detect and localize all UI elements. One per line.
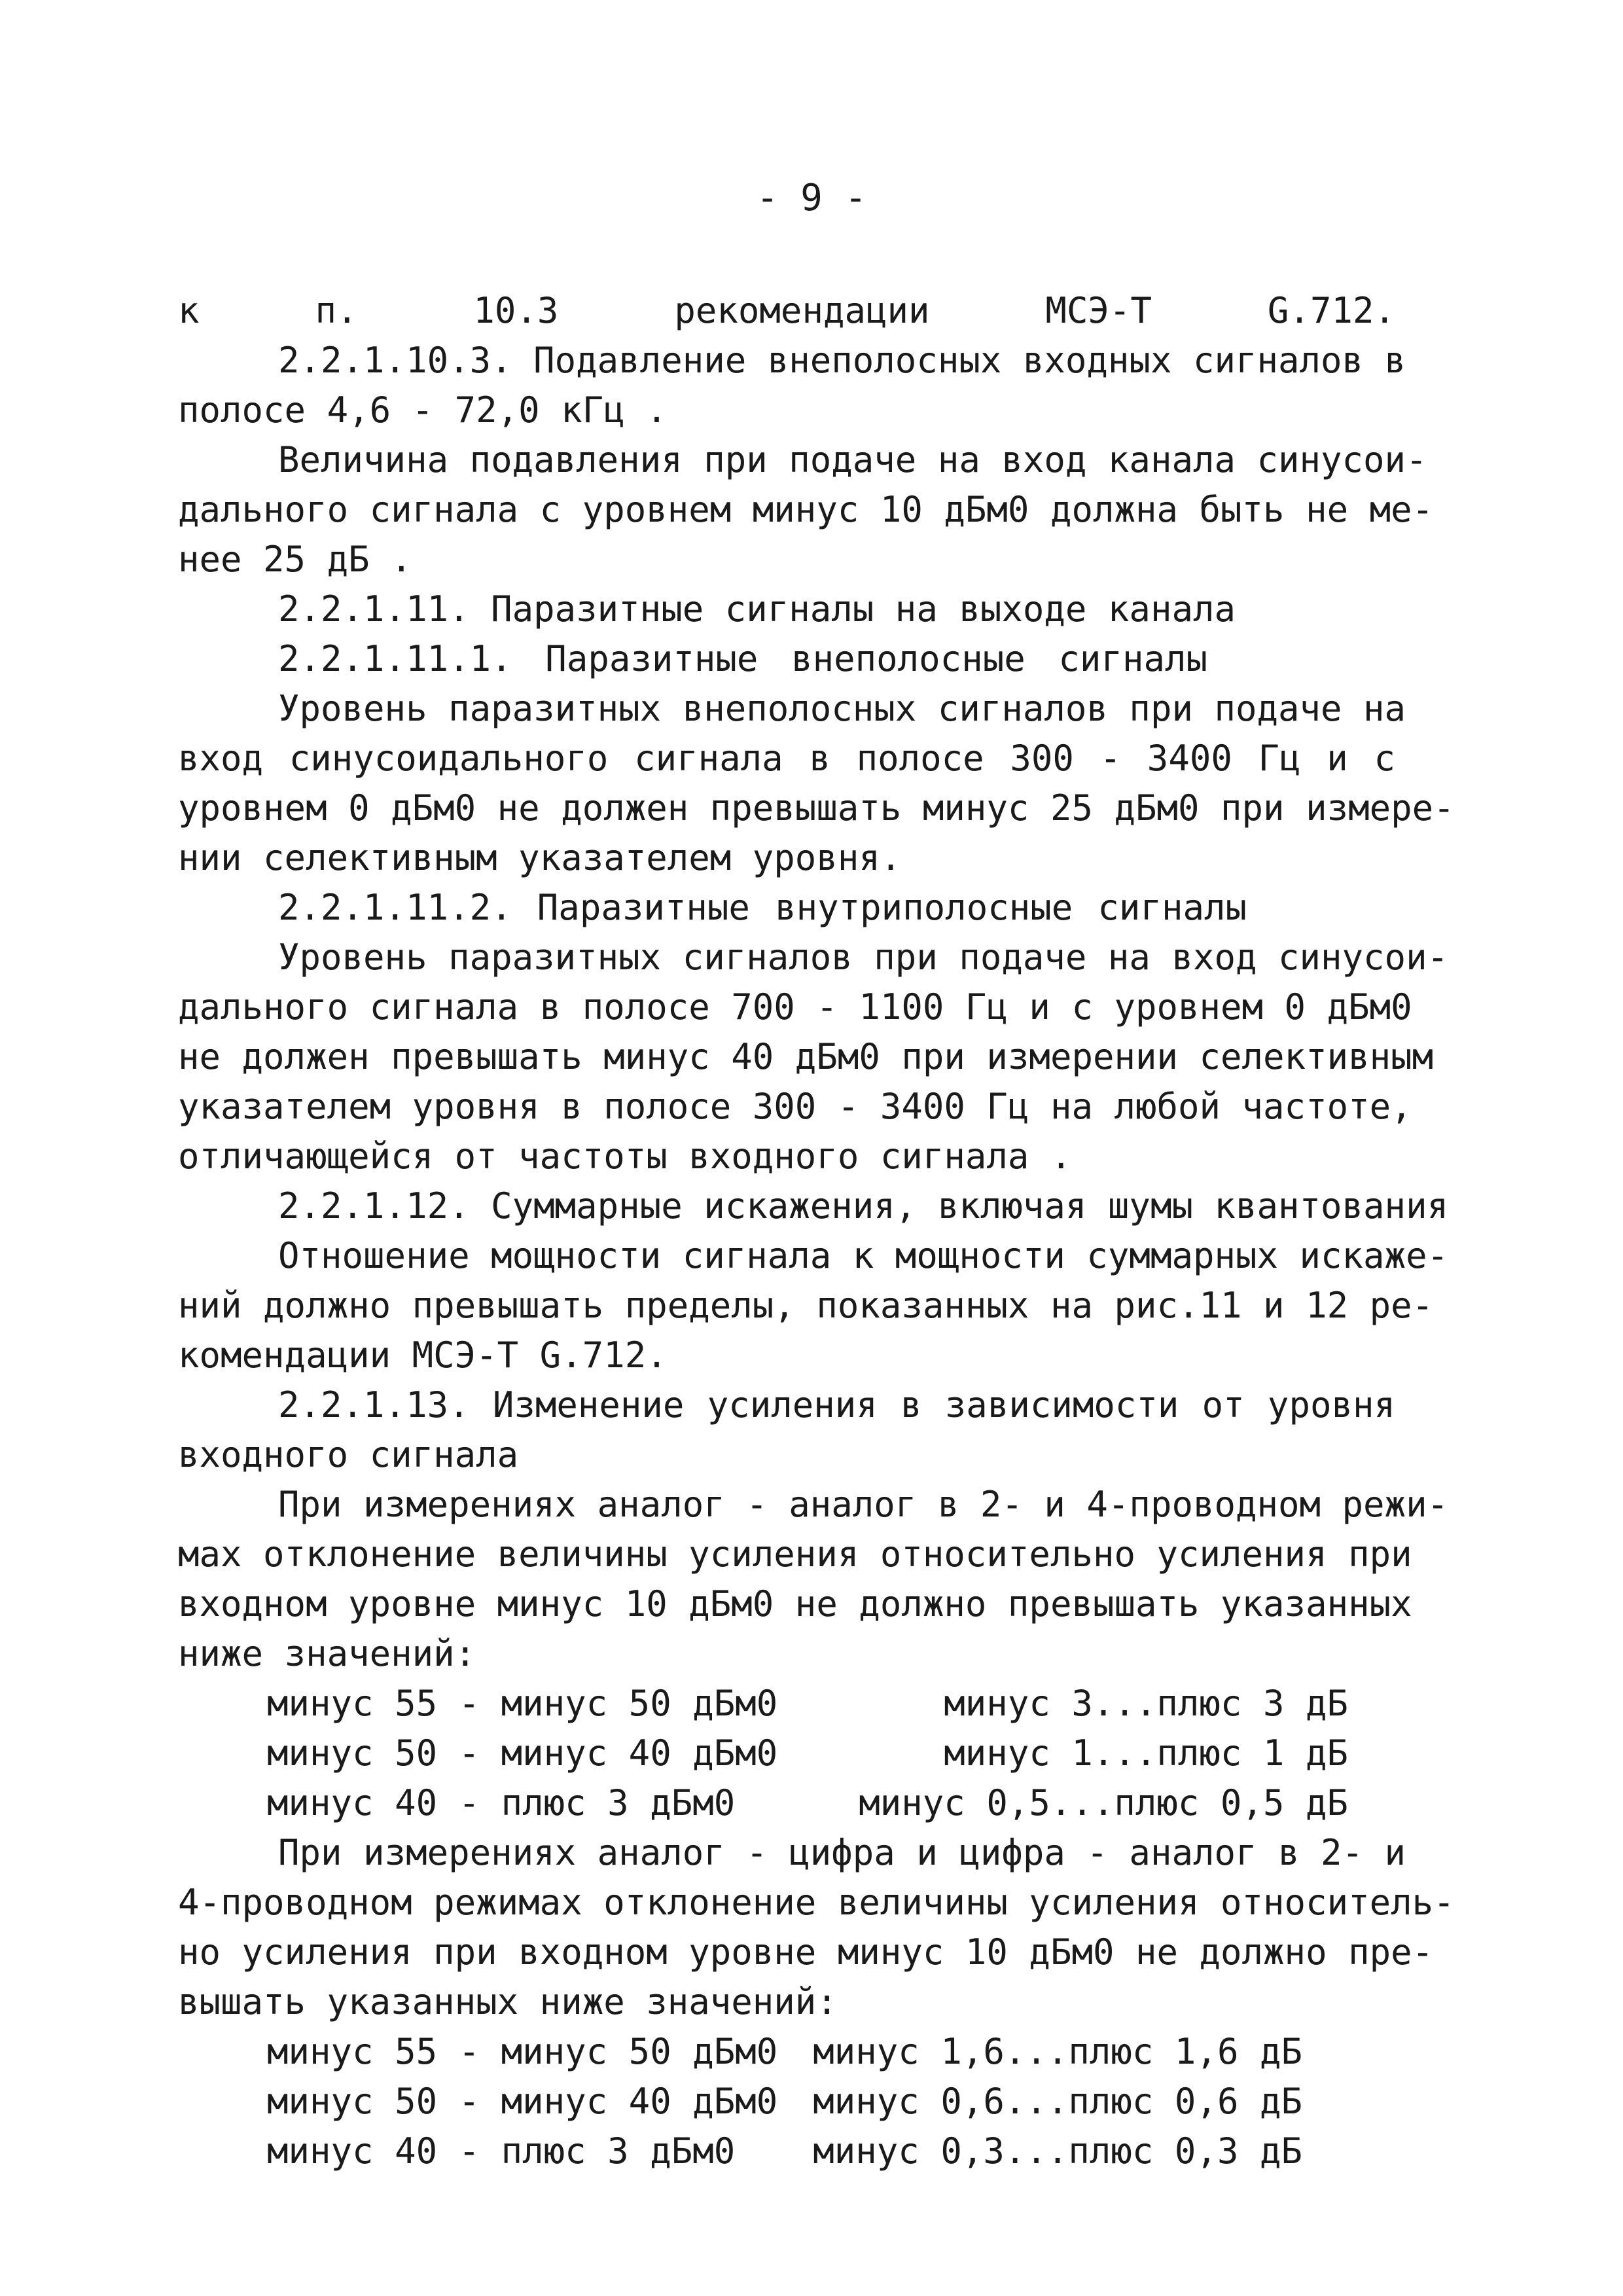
table2-range-2: минус 50 - минус 40 дБм0 [267, 2081, 778, 2122]
table1-range-3: минус 40 - плюс 3 дБм0 [267, 1782, 736, 1823]
page-number: - 9 - [756, 177, 867, 219]
table2-range-1: минус 55 - минус 50 дБм0 [267, 2031, 778, 2072]
text-line-6: нее 25 дБ . [178, 539, 412, 580]
text-line-26: мах отклонение величины усиления относительно усиления при [178, 1534, 1412, 1575]
section-heading-2-2-1-12: 2.2.1.12. Суммарные искажения, включая шумы квантования [278, 1185, 1449, 1227]
section-heading-2-2-1-13: 2.2.1.13. Изменение усиления в зависимости от уровня [278, 1384, 1395, 1426]
section-heading-2-2-1-10-3: 2.2.1.10.3. Подавление внеполосных входных сигналов в [278, 340, 1406, 381]
text-line-22: комендации МСЭ-Т G.712. [178, 1335, 668, 1376]
text-line-32: При измерениях аналог - цифра и цифра - аналог в 2- и [278, 1832, 1406, 1873]
table2-value-2: минус 0,6...плюс 0,6 дБ [813, 2081, 1302, 2122]
text-line-35: вышать указанных ниже значений: [178, 1981, 838, 2022]
text-line-15: дального сигнала в полосе 700 - 1100 Гц и с уровнем 0 дБм0 [178, 986, 1412, 1028]
table1-range-2: минус 50 - минус 40 дБм0 [267, 1732, 778, 1774]
section-heading-2-2-1-11-2: 2.2.1.11.2. Паразитные внутриполосные сигналы [278, 887, 1247, 928]
text-line-11: уровнем 0 дБм0 не должен превышать минус 25 дБм0 при измере- [178, 787, 1455, 829]
text-line-9: Уровень паразитных внеполосных сигналов при подаче на [278, 688, 1406, 729]
section-heading-2-2-1-11: 2.2.1.11. Паразитные сигналы на выходе канала [278, 588, 1236, 630]
text-line-12: нии селективным указателем уровня. [178, 837, 902, 878]
text-line-14: Уровень паразитных сигналов при подаче на вход синусои- [278, 937, 1449, 978]
table1-value-3: минус 0,5...плюс 0,5 дБ [859, 1782, 1348, 1823]
text-line-33: 4-проводном режимах отклонение величины усиления относитель- [178, 1882, 1455, 1923]
table1-range-1: минус 55 - минус 50 дБм0 [267, 1683, 778, 1724]
text-line-3: полосе 4,6 - 72,0 кГц . [178, 389, 668, 431]
section-heading-2-2-1-11-1: 2.2.1.11.1. Паразитные внеполосные сигналы [278, 638, 1207, 679]
text-line-20: Отношение мощности сигнала к мощности суммарных искаже- [278, 1235, 1449, 1276]
text-line-4: Величина подавления при подаче на вход канала синусои- [278, 439, 1427, 480]
text-line-27: входном уровне минус 10 дБм0 не должно превышать указанных [178, 1583, 1412, 1624]
text-line-24: входного сигнала [178, 1434, 519, 1475]
text-line-18: отличающейся от частоты входного сигнала . [178, 1136, 1072, 1177]
table2-range-3: минус 40 - плюс 3 дБм0 [267, 2130, 736, 2172]
text-line-28: ниже значений: [178, 1633, 476, 1674]
table1-value-1: минус 3...плюс 3 дБ [944, 1683, 1348, 1724]
table1-value-2: минус 1...плюс 1 дБ [944, 1732, 1348, 1774]
text-line-1: к п. 10.3 рекомендации МСЭ-Т G.712. [178, 290, 1395, 331]
text-line-16: не должен превышать минус 40 дБм0 при измерении селективным [178, 1036, 1434, 1077]
table2-value-1: минус 1,6...плюс 1,6 дБ [813, 2031, 1302, 2072]
text-line-21: ний должно превышать пределы, показанных на рис.11 и 12 ре- [178, 1285, 1434, 1326]
text-line-34: но усиления при входном уровне минус 10 дБм0 не должно пре- [178, 1931, 1434, 1973]
text-line-25: При измерениях аналог - аналог в 2- и 4-проводном режи- [278, 1484, 1449, 1525]
table2-value-3: минус 0,3...плюс 0,3 дБ [813, 2130, 1302, 2172]
text-line-17: указателем уровня в полосе 300 - 3400 Гц на любой частоте, [178, 1086, 1412, 1127]
text-line-10: вход синусоидального сигнала в полосе 300 - 3400 Гц и с [178, 738, 1395, 779]
text-line-5: дального сигнала с уровнем минус 10 дБм0 должна быть не ме- [178, 489, 1434, 530]
